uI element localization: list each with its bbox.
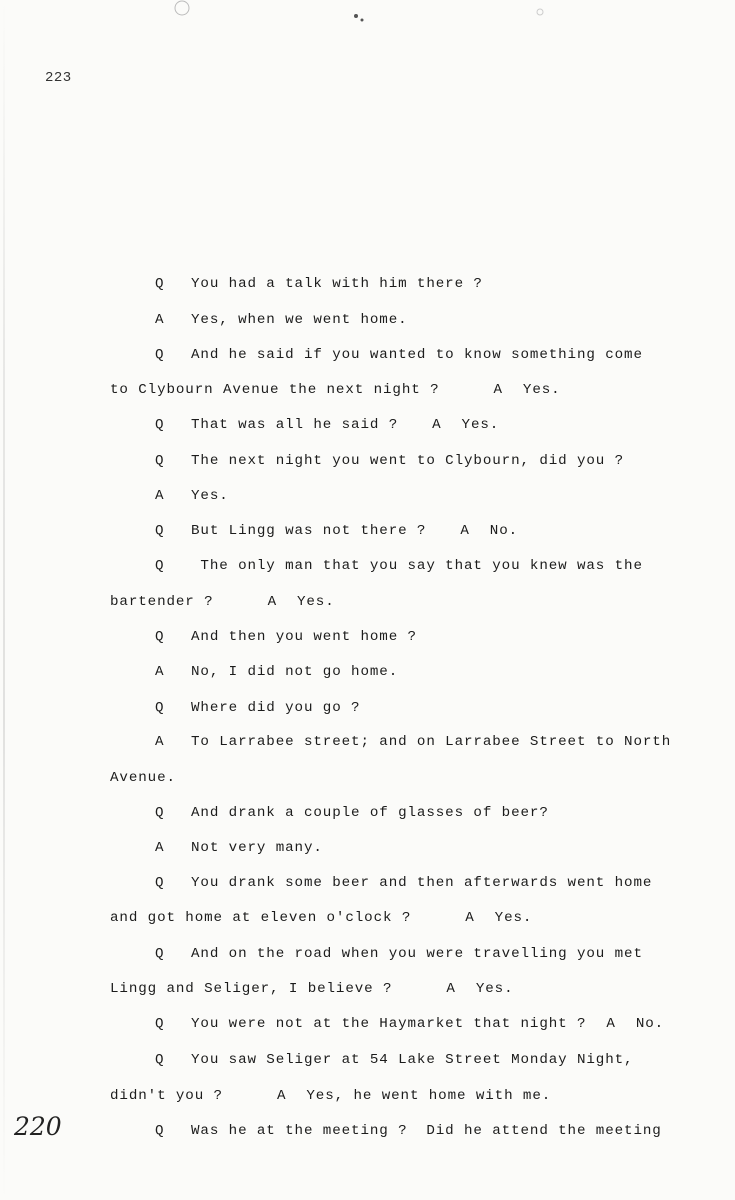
transcript-line xyxy=(155,875,652,891)
transcript-line xyxy=(155,276,483,292)
line-text: But Lingg was not there ? xyxy=(191,523,427,539)
speaker-label: A xyxy=(155,664,165,680)
transcript-line xyxy=(155,558,643,574)
line-text: The next night you went to Clybourn, did you ? xyxy=(191,453,625,469)
line-text: You saw Seliger at 54 Lake Street Monday Night, xyxy=(191,1052,634,1068)
speaker-label: Q xyxy=(155,523,165,539)
transcript-line xyxy=(155,523,518,539)
line-text: And on the road when you were travelling you met xyxy=(191,946,643,962)
transcript-line xyxy=(155,629,417,645)
transcript-line xyxy=(155,488,229,504)
speaker-label: Q xyxy=(155,805,165,821)
answer-label: A xyxy=(465,910,475,926)
answer-text: Yes, he went home with me. xyxy=(306,1088,552,1104)
answer-text: Yes. xyxy=(296,594,335,610)
speaker-label: Q xyxy=(155,629,165,645)
line-text: Lingg and Seliger, I believe ? xyxy=(110,981,393,997)
transcript-line xyxy=(110,1088,551,1104)
line-text: didn't you ? xyxy=(110,1088,223,1104)
page-number: 223 xyxy=(45,70,72,86)
speaker-label: Q xyxy=(155,1052,165,1068)
speaker-label: Q xyxy=(155,875,165,891)
speaker-label: Q xyxy=(155,417,165,433)
line-text: to Clybourn Avenue the next night ? xyxy=(110,382,440,398)
line-text: And he said if you wanted to know something come xyxy=(191,347,643,363)
speaker-label: Q xyxy=(155,453,165,469)
line-text: And then you went home ? xyxy=(191,629,417,645)
line-text: Not very many. xyxy=(191,840,323,856)
line-text: The only man that you say that you knew was the xyxy=(191,558,643,574)
answer-text: Yes. xyxy=(494,910,533,926)
line-text: No, I did not go home. xyxy=(191,664,399,680)
transcript-line xyxy=(155,805,549,821)
transcript-line xyxy=(155,1016,664,1032)
speaker-label: A xyxy=(155,488,165,504)
transcript-line xyxy=(110,770,176,786)
answer-label: A xyxy=(267,594,277,610)
line-text: Yes. xyxy=(191,488,229,504)
line-text: Yes, when we went home. xyxy=(191,312,408,328)
answer-text: No. xyxy=(489,523,519,539)
speaker-label: Q xyxy=(155,347,165,363)
line-text: That was all he said ? xyxy=(191,417,399,433)
speaker-label: A xyxy=(155,840,165,856)
speaker-label: Q xyxy=(155,1016,165,1032)
transcript-line xyxy=(155,347,643,363)
scan-specks xyxy=(0,0,735,40)
line-text: You were not at the Haymarket that night ? xyxy=(191,1016,587,1032)
transcript-line xyxy=(110,910,532,926)
transcript-line xyxy=(155,664,398,680)
transcript-line xyxy=(155,840,323,856)
answer-label: A xyxy=(493,382,503,398)
speaker-label: Q xyxy=(155,276,165,292)
speaker-label: Q xyxy=(155,946,165,962)
speaker-label: A xyxy=(155,734,165,750)
transcript-line xyxy=(110,382,561,398)
scan-edge-shadow xyxy=(3,0,5,1200)
answer-label: A xyxy=(460,523,470,539)
answer-label: A xyxy=(432,417,442,433)
answer-label: A xyxy=(446,981,456,997)
handwritten-margin-number: 220 xyxy=(14,1112,62,1141)
transcript-line xyxy=(155,453,624,469)
line-text: Avenue. xyxy=(110,770,176,786)
speaker-label: A xyxy=(155,312,165,328)
line-text: Was he at the meeting ? Did he attend the meeting xyxy=(191,1123,662,1139)
transcript-line xyxy=(155,700,360,716)
transcript-line xyxy=(155,1123,662,1139)
transcript-line xyxy=(155,417,499,433)
transcript-line xyxy=(155,312,408,328)
line-text: Where did you go ? xyxy=(191,700,361,716)
line-text: To Larrabee street; and on Larrabee Street to North xyxy=(191,734,672,750)
line-text: And drank a couple of glasses of beer? xyxy=(191,805,549,821)
speaker-label: Q xyxy=(155,558,165,574)
speaker-label: Q xyxy=(155,700,165,716)
line-text: You had a talk with him there ? xyxy=(191,276,483,292)
line-text: and got home at eleven o'clock ? xyxy=(110,910,412,926)
line-text: You drank some beer and then afterwards went home xyxy=(191,875,653,891)
answer-label: A xyxy=(276,1088,287,1104)
answer-text: Yes. xyxy=(522,382,561,398)
speaker-label: Q xyxy=(155,1123,165,1139)
answer-text: Yes. xyxy=(461,417,500,433)
answer-label: A xyxy=(606,1016,616,1032)
line-text: bartender ? xyxy=(110,594,214,610)
transcript-line xyxy=(110,981,514,997)
answer-text: Yes. xyxy=(475,981,514,997)
transcript-line xyxy=(155,946,643,962)
transcript-line xyxy=(110,594,335,610)
transcript-line xyxy=(155,1052,633,1068)
transcript-line xyxy=(155,734,671,750)
answer-text: No. xyxy=(635,1016,665,1032)
